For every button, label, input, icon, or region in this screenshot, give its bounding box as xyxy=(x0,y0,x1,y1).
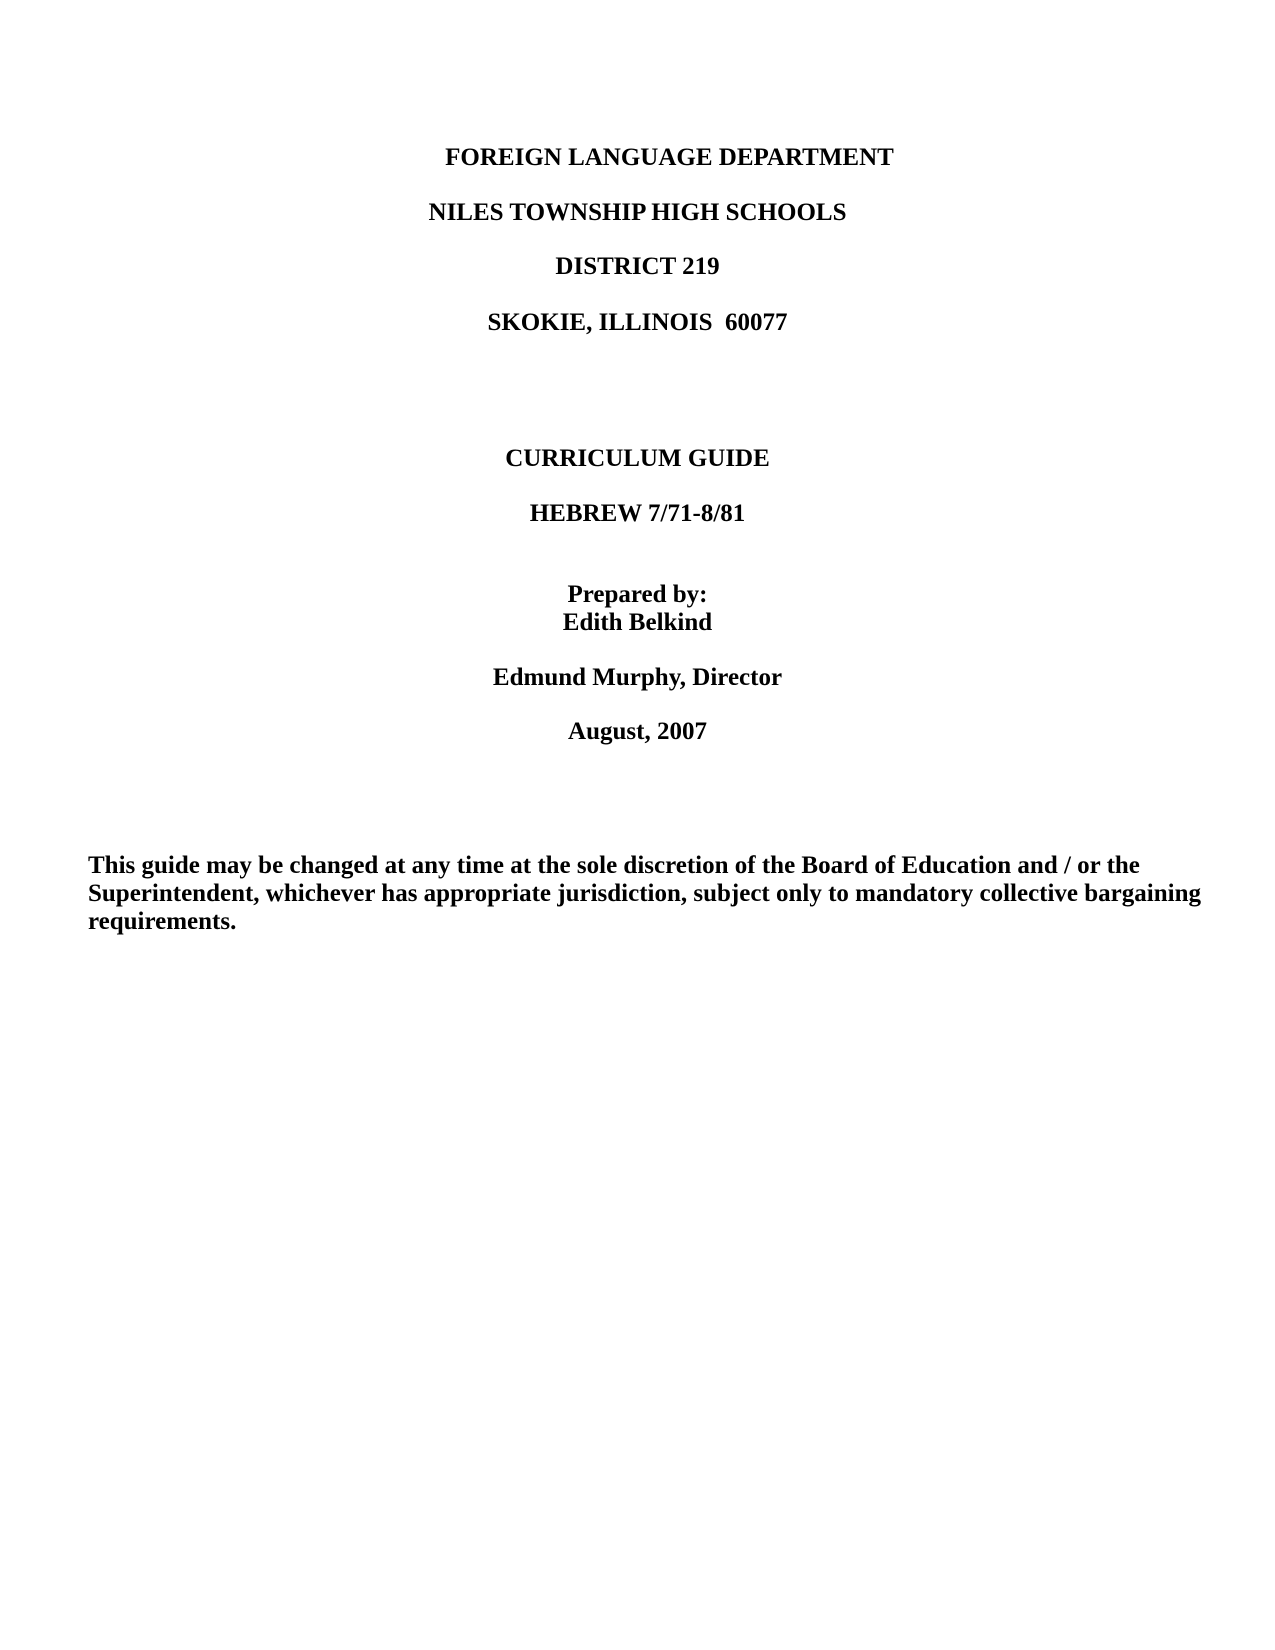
disclaimer-paragraph: This guide may be changed at any time at the sole discretion of the Board of Education and / or the Superintendent, whichever has appropriate jurisdiction, subject only to mandatory collective bargaining requirements. xyxy=(88,852,1201,935)
department-heading: FOREIGN LANGUAGE DEPARTMENT xyxy=(445,144,894,171)
director-line: Edmund Murphy, Director xyxy=(492,664,783,691)
prepared-by-label: Prepared by: xyxy=(567,581,708,608)
course-title: HEBREW 7/71-8/81 xyxy=(529,500,746,527)
schools-heading: NILES TOWNSHIP HIGH SCHOOLS xyxy=(428,199,847,226)
guide-title: CURRICULUM GUIDE xyxy=(505,445,770,472)
prepared-by-name: Edith Belkind xyxy=(562,609,713,636)
district-heading: DISTRICT 219 xyxy=(555,253,720,280)
location-heading: SKOKIE, ILLINOIS 60077 xyxy=(487,309,788,336)
date-line: August, 2007 xyxy=(568,718,707,745)
